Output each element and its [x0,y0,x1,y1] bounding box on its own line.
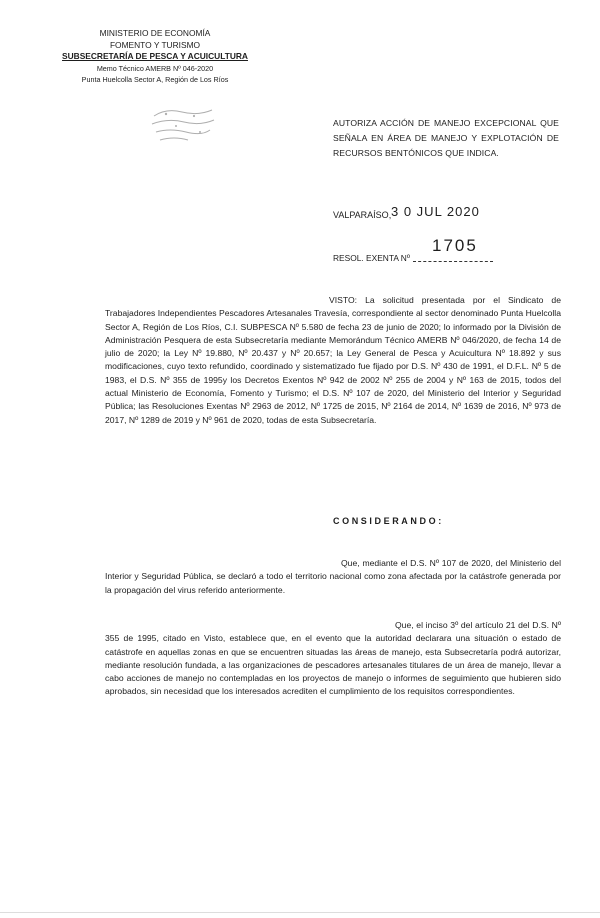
letterhead [40,28,270,86]
undersecretariat-name: SUBSECRETARÍA DE PESCA Y ACUICULTURA [62,51,248,62]
ministry-subtitle: FOMENTO Y TURISMO [109,39,201,50]
sector-reference: Punta Huelcolla Sector A, Región de Los Ríos [81,75,229,85]
considerando-heading: CONSIDERANDO: [333,516,444,526]
resolution-number: 1705 [432,236,478,255]
considerando-paragraph-2: Que, el inciso 3º del artículo 21 del D.S. Nº 355 de 1995, citado en Visto, establece que, en el evento que la autoridad declarara una situación o estado de catástrofe en aquellas zonas en que se encuentren situadas las áreas de manejo, esta Subsecretaría podrá autorizar, mediante resolución fundada, a las organizaciones de pescadores artesanales titulares de un área de manejo, llevar a cabo acciones de manejo no contempladas en los proyectos de manejo o informes de seguimiento que hubieren sido aprobados, sin necesidad que los interesados acrediten el cumplimiento de los requisitos correspondientes. [105,620,561,697]
stamp-icon [148,102,218,148]
considerando-paragraph-1: Que, mediante el D.S. Nº 107 de 2020, del Ministerio del Interior y Seguridad Pública, se declaró a todo el territorio nacional como zona afectada por la catástrofe generada por la propagación del virus referido anteriormente. [105,558,561,595]
scan-edge-line [0,912,600,913]
ministry-name: MINISTERIO DE ECONOMÍA [99,28,211,38]
resolution-subject: AUTORIZA ACCIÓN DE MANEJO EXCEPCIONAL QUE SEÑALA EN ÁREA DE MANEJO Y EXPLOTACIÓN DE RECURSOS BENTÓNICOS QUE INDICA. [333,118,559,158]
city: VALPARAÍSO, [333,210,392,220]
date-stamp: 3 0 JUL 2020 [391,204,480,219]
scan-edge [0,912,600,918]
resolution-label: RESOL. EXENTA Nº [333,253,410,263]
memo-reference: Memo Técnico AMERB Nº 046-2020 [96,63,214,73]
place-and-date [333,204,559,224]
resolution-number-block [333,236,559,266]
visto-paragraph: VISTO: La solicitud presentada por el Sindicato de Trabajadores Independientes Pescadores Artesanales Travesía, correspondiente al sector denominado Punta Huelcolla Sector A, Región de Los Ríos, C.I. SUBPESCA Nº 5.580 de fecha 23 de junio de 2020; lo informado por la División de Administración Pesquera de esta Subsecretaría mediante Memorándum Técnico AMERB Nº 046/2020, de fecha 14 de julio de 2020; la Ley Nº 19.880, Nº 20.437 y Nº 20.657; la Ley General de Pesca y Acuicultura Nº 18.892 y sus modificaciones, cuyo texto refundido, coordinado y sistematizado fue fijado por D.S. Nº 430 de 1991, el D.F.L. Nº 5 de 1983, el D.S. Nº 355 de 1995y los Decretos Exentos Nº 942 de 2002 Nº 255 de 2004 y Nº 163 de 2015, todos del actual Ministerio de Economía, Fomento y Turismo; el D.S. Nº 107 de 2020, del Ministerio del Interior y Seguridad Pública; las Resoluciones Exentas Nº 2963 de 2012, Nº 1725 de 2015, Nº 2164 de 2014, Nº 1639 de 2016, Nº 973 de 2017, Nº 1289 de 2019 y Nº 961 de 2020, todas de esta Subsecretaría. [105,295,561,425]
